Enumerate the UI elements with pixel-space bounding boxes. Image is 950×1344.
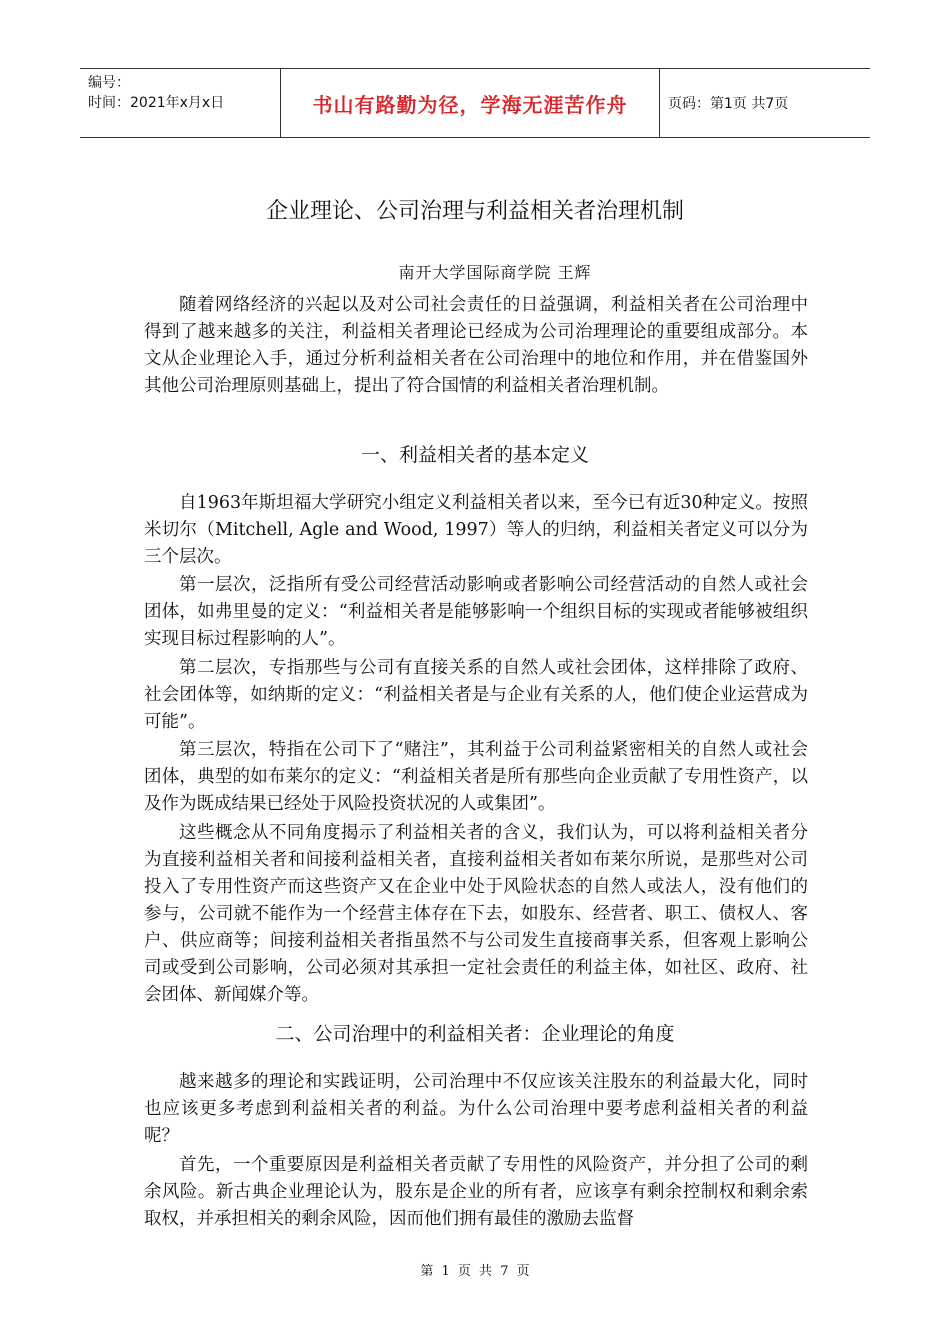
number-label: 编号： (88, 75, 130, 91)
page-footer: 第 1 页 共 7 页 (420, 1264, 530, 1279)
document-header (80, 68, 870, 138)
header-motto-cell (280, 69, 660, 137)
section-1-paragraph: 第二层次，专指那些与公司有直接关系的自然人或社会团体，这样排除了政府、社会团体等，如纳斯的定义：“利益相关者是与企业有关系的人，他们使企业运营成为可能”。 (144, 658, 808, 732)
section-2-heading: 二、公司治理中的利益相关者：企业理论的角度 (275, 1023, 675, 1045)
section-2-paragraph: 首先，一个重要原因是利益相关者贡献了专用性的风险资产，并分担了公司的剩余风险。新古典企业理论认为，股东是企业的所有者，应该享有剩余控制权和剩余索取权，并承担相关的剩余风险，因而他们拥有最佳的激励去监督 (144, 1155, 808, 1229)
section-1-paragraph: 这些概念从不同角度揭示了利益相关者的含义，我们认为，可以将利益相关者分为直接利益相关者和间接利益相关者，直接利益相关者如布莱尔所说，是那些对公司投入了专用性资产而这些资产又在企业中处于风险状态的自然人或法人，没有他们的参与，公司就不能作为一个经营主体存在下去，如股东、经营者、职工、债权人、客户、供应商等；间接利益相关者指虽然不与公司发生直接商事关系，但客观上影响公司或受到公司影响，公司必须对其承担一定社会责任的利益主体，如社区、政府、社会团体、新闻媒介等。 (144, 823, 808, 1005)
header-meta (80, 69, 280, 137)
article-title: 企业理论、公司治理与利益相关者治理机制 (265, 199, 684, 224)
page-info: 页码：第1页 共7页 (668, 96, 789, 112)
section-1-heading: 一、利益相关者的基本定义 (360, 444, 589, 466)
section-1-paragraph: 第一层次，泛指所有受公司经营活动影响或者影响公司经营活动的自然人或社会团体，如弗里曼的定义：“利益相关者是能够影响一个组织目标的实现或者能够被组织实现目标过程影响的人”。 (144, 575, 808, 649)
section-1-paragraph: 第三层次，特指在公司下了“赌注”，其利益于公司利益紧密相关的自然人或社会团体，典型的如布莱尔的定义：“利益相关者是所有那些向企业贡献了专用性资产，以及作为既成结果已经处于风险投资状况的人或集团”。 (144, 740, 808, 814)
motto-text: 书山有路勤为径，学海无涯苦作舟 (312, 92, 628, 117)
header-page-cell (660, 69, 870, 137)
section-1-paragraph: 自1963年斯坦福大学研究小组定义利益相关者以来，至今已有近30种定义。按照米切尔（Mitchell, Agle and Wood, 1997）等人的归纳，利益相关者定义可以分为三个层次。 (144, 493, 808, 567)
article-author: 南开大学国际商学院 王辉 (398, 263, 592, 282)
abstract-paragraph: 随着网络经济的兴起以及对公司社会责任的日益强调，利益相关者在公司治理中得到了越来越多的关注，利益相关者理论已经成为公司治理理论的重要组成部分。本文从企业理论入手，通过分析利益相关者在公司治理中的地位和作用，并在借鉴国外其他公司治理原则基础上，提出了符合国情的利益相关者治理机制。 (144, 295, 808, 396)
time-label: 时间：2021年x月x日 (88, 95, 225, 111)
section-2-paragraph: 越来越多的理论和实践证明，公司治理中不仅应该关注股东的利益最大化，同时也应该更多考虑到利益相关者的利益。为什么公司治理中要考虑利益相关者的利益呢？ (144, 1072, 808, 1146)
